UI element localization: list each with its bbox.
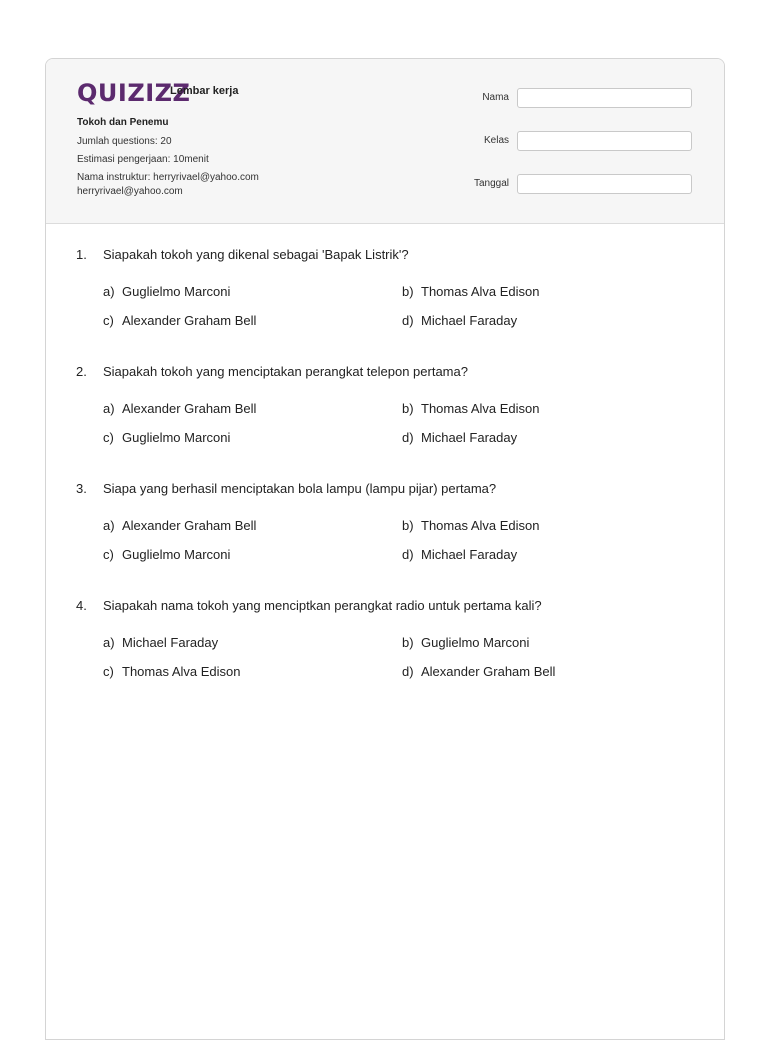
duration-estimate: Estimasi pengerjaan: 10menit [77,154,209,165]
question-prompt: Siapakah nama tokoh yang menciptkan perangkat radio untuk pertama kali? [103,598,542,613]
option-text: Guglielmo Marconi [421,635,530,650]
option-text: Guglielmo Marconi [122,547,231,562]
worksheet-subtitle: Lembar kerja [170,85,239,97]
question-text [76,598,696,613]
option-letter: a) [103,401,115,416]
answer-option [402,547,517,562]
option-text: Michael Faraday [122,635,219,650]
question-number: 2. [76,364,87,379]
question-text [76,247,696,262]
option-letter: c) [103,547,114,562]
option-letter: b) [402,284,414,299]
answer-option [103,518,256,533]
answer-option [103,635,218,650]
option-text: Alexander Graham Bell [122,518,257,533]
question-prompt: Siapakah tokoh yang menciptakan perangkat telepon pertama? [103,364,468,379]
answer-option [103,547,230,562]
question-prompt: Siapa yang berhasil menciptakan bola lampu (lampu pijar) pertama? [103,481,497,496]
option-text: Alexander Graham Bell [122,313,257,328]
answer-option [402,664,555,679]
answer-option [103,664,241,679]
class-field[interactable] [517,131,692,151]
option-letter: b) [402,518,414,533]
instructor-email: herryrivael@yahoo.com [77,186,183,197]
question-item [76,364,696,445]
option-letter: d) [402,430,414,445]
option-letter: c) [103,313,114,328]
option-letter: c) [103,664,114,679]
option-text: Michael Faraday [421,430,518,445]
question-item [76,598,696,679]
option-letter: b) [402,635,414,650]
name-label: Nama [482,92,509,103]
question-number: 4. [76,598,87,613]
option-letter: d) [402,313,414,328]
quizizz-logo: QUIZIZZ [77,79,191,107]
answer-option [103,430,230,445]
option-letter: a) [103,284,115,299]
option-text: Alexander Graham Bell [421,664,556,679]
question-number: 1. [76,247,87,262]
option-text: Alexander Graham Bell [122,401,257,416]
option-text: Guglielmo Marconi [122,284,231,299]
answer-option [103,284,230,299]
question-text [76,364,696,379]
instructor-name: Nama instruktur: herryrivael@yahoo.com [77,172,259,183]
option-letter: a) [103,518,115,533]
answer-option [402,518,540,533]
answer-option [402,635,529,650]
name-field[interactable] [517,88,692,108]
option-letter: d) [402,547,414,562]
answer-option [103,313,256,328]
option-text: Thomas Alva Edison [421,518,540,533]
answer-option [402,284,540,299]
option-text: Thomas Alva Edison [421,284,540,299]
option-text: Michael Faraday [421,547,518,562]
date-field[interactable] [517,174,692,194]
option-text: Thomas Alva Edison [421,401,540,416]
question-count: Jumlah questions: 20 [77,136,172,147]
option-letter: c) [103,430,114,445]
date-label: Tanggal [473,178,509,189]
option-letter: a) [103,635,115,650]
answer-option [103,401,256,416]
answer-option [402,401,540,416]
question-item [76,481,696,562]
answer-option [402,430,517,445]
option-text: Guglielmo Marconi [122,430,231,445]
question-number: 3. [76,481,87,496]
class-label: Kelas [483,135,509,146]
quiz-title: Tokoh dan Penemu [77,117,169,128]
option-text: Michael Faraday [421,313,518,328]
worksheet-page [45,58,725,1040]
option-letter: d) [402,664,414,679]
question-text [76,481,696,496]
option-text: Thomas Alva Edison [122,664,241,679]
question-prompt: Siapakah tokoh yang dikenal sebagai 'Bapak Listrik'? [103,247,409,262]
question-item [76,247,696,328]
option-letter: b) [402,401,414,416]
worksheet-header [46,59,724,224]
answer-option [402,313,517,328]
